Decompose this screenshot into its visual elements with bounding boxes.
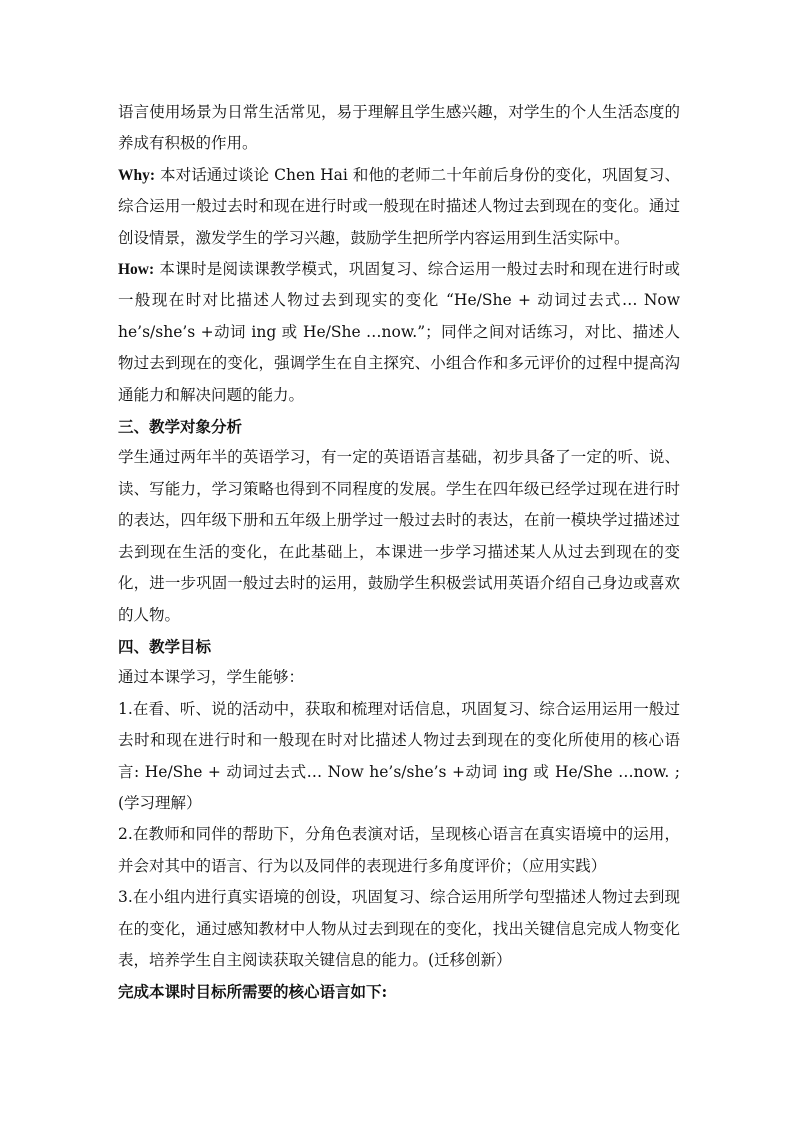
why-text: 本对话通过谈论 Chen Hai 和他的老师二十年前后身份的变化，巩固复习、综合运用一般过去时和现在进行时或一般现在时描述人物过去到现在的变化。通过创设情景，激发学生的学习兴趣，鼓励学生把所学内容运用到生活实际中。 bbox=[118, 165, 680, 247]
core-language-heading: 完成本课时目标所需要的核心语言如下: bbox=[118, 982, 388, 1002]
why-paragraph bbox=[118, 160, 680, 254]
goal-item-1: 1.在看、听、说的活动中，获取和梳理对话信息，巩固复习、综合运用运用一般过去时和现在进行时和一般现在时对比描述人物过去到现在的变化所使用的核心语言: He/She + 动词过去式… Now he’s/she’s +动词 ing 或 He/She …now. ;(学习理解） bbox=[118, 699, 680, 812]
how-text: 本课时是阅读课教学模式，巩固复习、综合运用一般过去时和现在进行时或一般现在时对比描述人物过去到现实的变化 “He/She + 动词过去式… Now he’s/she’s +动词 ing 或 He/She …now.”；同伴之间对话练习，对比、描述人物过去到现在的变化，强调学生在自主探究、小组合作和多元评价的过程中提高沟通能力和解决问题的能力。 bbox=[118, 260, 680, 404]
how-label: How: bbox=[118, 261, 155, 279]
how-paragraph bbox=[118, 254, 680, 411]
goal-item-2: 2.在教师和同伴的帮助下，分角色表演对话，呈现核心语言在真实语境中的运用，并会对其中的语言、行为以及同伴的表现进行多角度评价；（应用实践） bbox=[118, 825, 680, 875]
document-body bbox=[118, 97, 680, 1008]
why-label: Why: bbox=[118, 166, 156, 184]
goal-item-3: 3.在小组内进行真实语境的创设，巩固复习、综合运用所学句型描述人物过去到现在的变化，通过感知教材中人物从过去到现在的变化，找出关键信息完成人物变化表，培养学生自主阅读获取关键信息的能力。(迁移创新） bbox=[118, 888, 680, 969]
section4-heading: 四、教学目标 bbox=[118, 636, 212, 656]
section3-heading: 三、教学对象分析 bbox=[118, 417, 243, 437]
intro-continuation: 语言使用场景为日常生活常见，易于理解且学生感兴趣，对学生的个人生活态度的养成有积极的作用。 bbox=[118, 103, 680, 153]
section3-text: 学生通过两年半的英语学习，有一定的英语语言基础，初步具备了一定的听、说、读、写能力，学习策略也得到不同程度的发展。学生在四年级已经学过现在进行时的表达，四年级下册和五年级上册学过一般过去时的表达，在前一模块学过描述过去到现在生活的变化，在此基础上，本课进一步学习描述某人从过去到现在的变化，进一步巩固一般过去时的运用，鼓励学生积极尝试用英语介绍自己身边或喜欢的人物。 bbox=[118, 448, 680, 624]
section4-intro: 通过本课学习，学生能够： bbox=[118, 668, 305, 687]
